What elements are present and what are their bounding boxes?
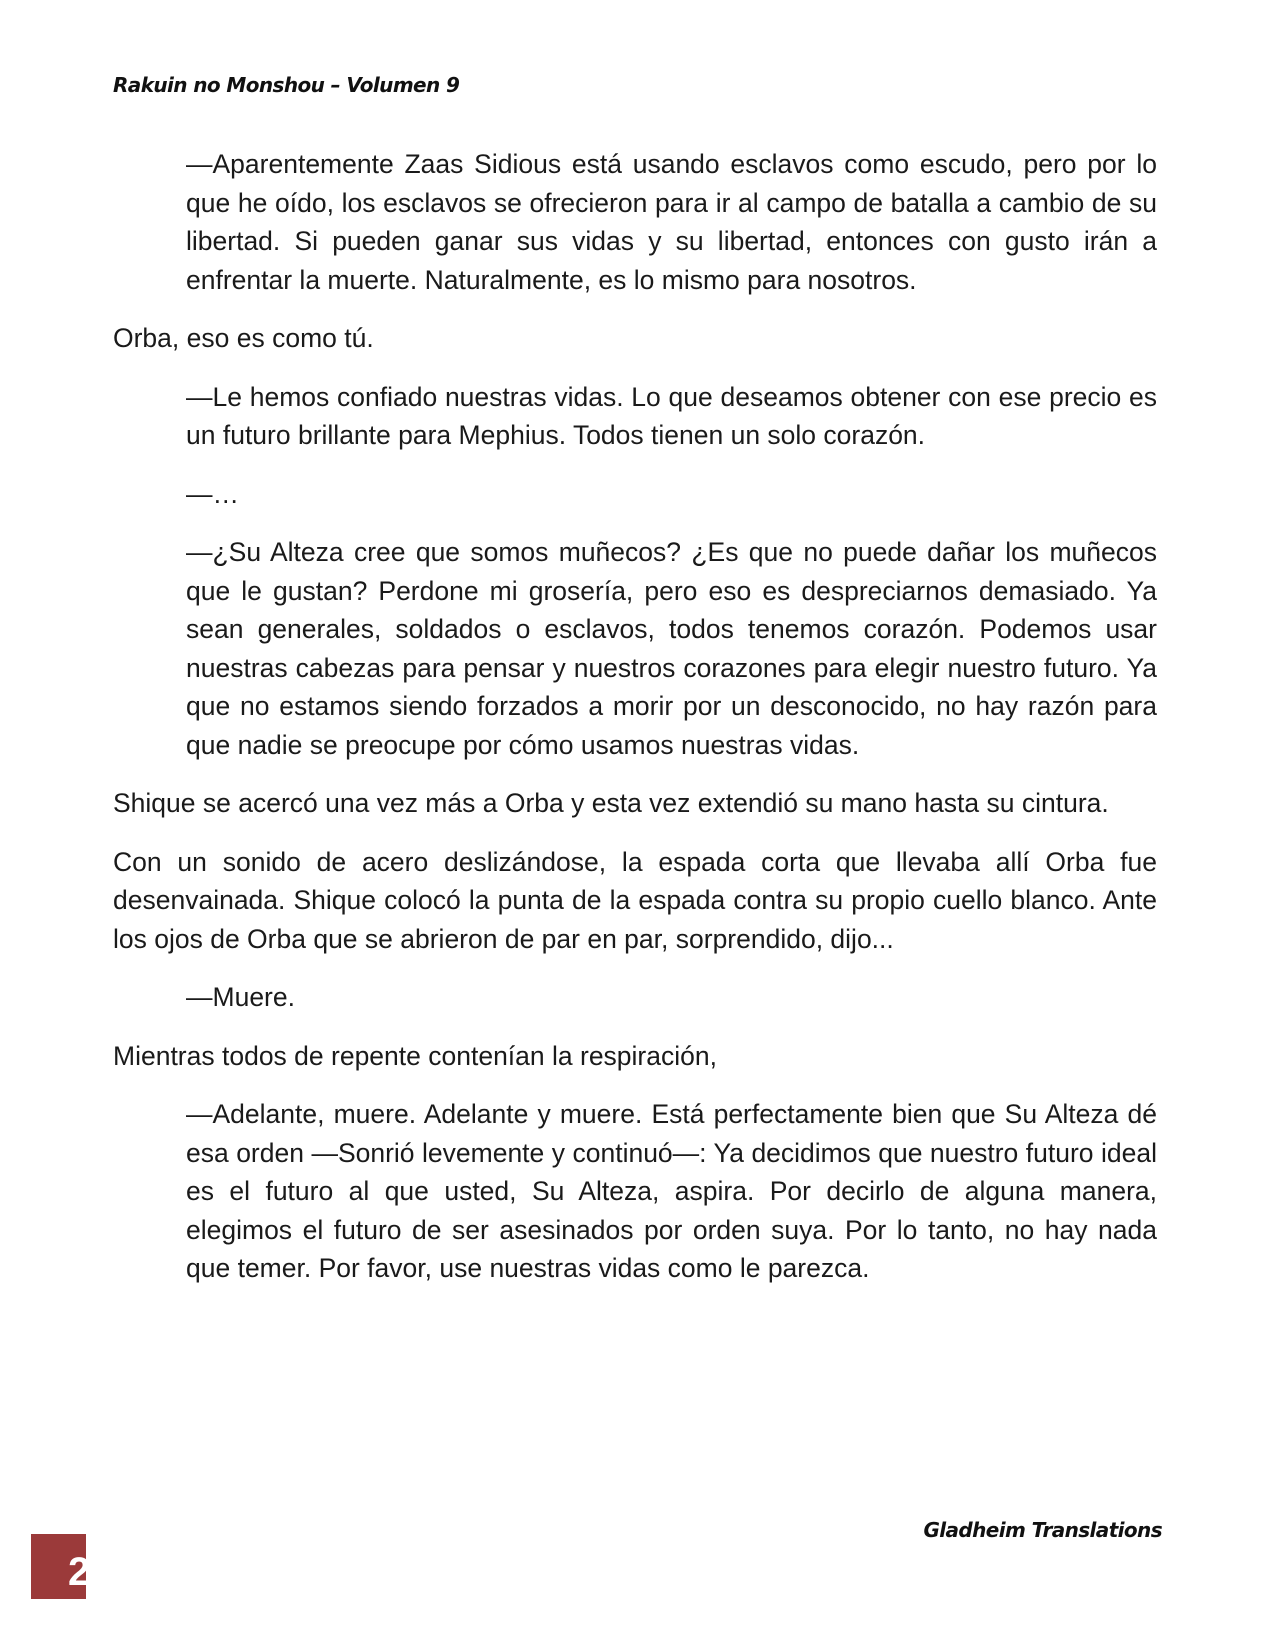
narration-paragraph: Shique se acercó una vez más a Orba y esta vez extendió su mano hasta su cintura. xyxy=(113,788,1109,818)
dialogue-paragraph: —¿Su Alteza cree que somos muñecos? ¿Es que no puede dañar los muñecos que le gustan? Perdone mi grosería, pero eso es despreciarnos demasiado. Ya sean generales, soldados o esclavos, todos tenemos corazón. Podemos usar nuestras cabezas para pensar y nuestros corazones para elegir nuestro futuro. Ya que no estamos siendo forzados a morir por un desconocido, no hay razón para que nadie se preocupe por cómo usamos nuestras vidas. xyxy=(186,537,1157,760)
dialogue-paragraph: —Muere. xyxy=(186,982,295,1012)
running-header-title: Rakuin no Monshou – Volumen 9 xyxy=(113,73,460,97)
dialogue-paragraph: —… xyxy=(186,478,239,509)
document-body xyxy=(113,145,1157,1308)
dialogue-paragraph: —Aparentemente Zaas Sidious está usando esclavos como escudo, pero por lo que he oído, los esclavos se ofrecieron para ir al campo de batalla a cambio de su libertad. Si pueden ganar sus vidas y su libertad, entonces con gusto irán a enfrentar la muerte. Naturalmente, es lo mismo para nosotros. xyxy=(186,149,1157,295)
footer-credit: Gladheim Translations xyxy=(923,1518,1162,1542)
narration-paragraph: Orba, eso es como tú. xyxy=(113,323,374,353)
narration-paragraph: Mientras todos de repente contenían la respiración, xyxy=(113,1040,717,1071)
dialogue-paragraph: —Adelante, muere. Adelante y muere. Está perfectamente bien que Su Alteza dé esa orden —Sonrió levemente y continuó—: Ya decidimos que nuestro futuro ideal es el futuro al que usted, Su Alteza, aspira. Por decirlo de alguna manera, elegimos el futuro de ser asesinados por orden suya. Por lo tanto, no hay nada que temer. Por favor, use nuestras vidas como le parezca. xyxy=(186,1099,1157,1283)
dialogue-paragraph: —Le hemos confiado nuestras vidas. Lo que deseamos obtener con ese precio es un futuro brillante para Mephius. Todos tienen un solo corazón. xyxy=(186,381,1157,450)
page-number: 2 xyxy=(68,1550,91,1594)
page-number-underline xyxy=(31,1596,86,1599)
narration-paragraph: Con un sonido de acero deslizándose, la espada corta que llevaba allí Orba fue desenvainada. Shique colocó la punta de la espada contra su propio cuello blanco. Ante los ojos de Orba que se abrieron de par en par, sorprendido, dijo... xyxy=(113,846,1157,954)
page-number-box xyxy=(31,1534,91,1598)
